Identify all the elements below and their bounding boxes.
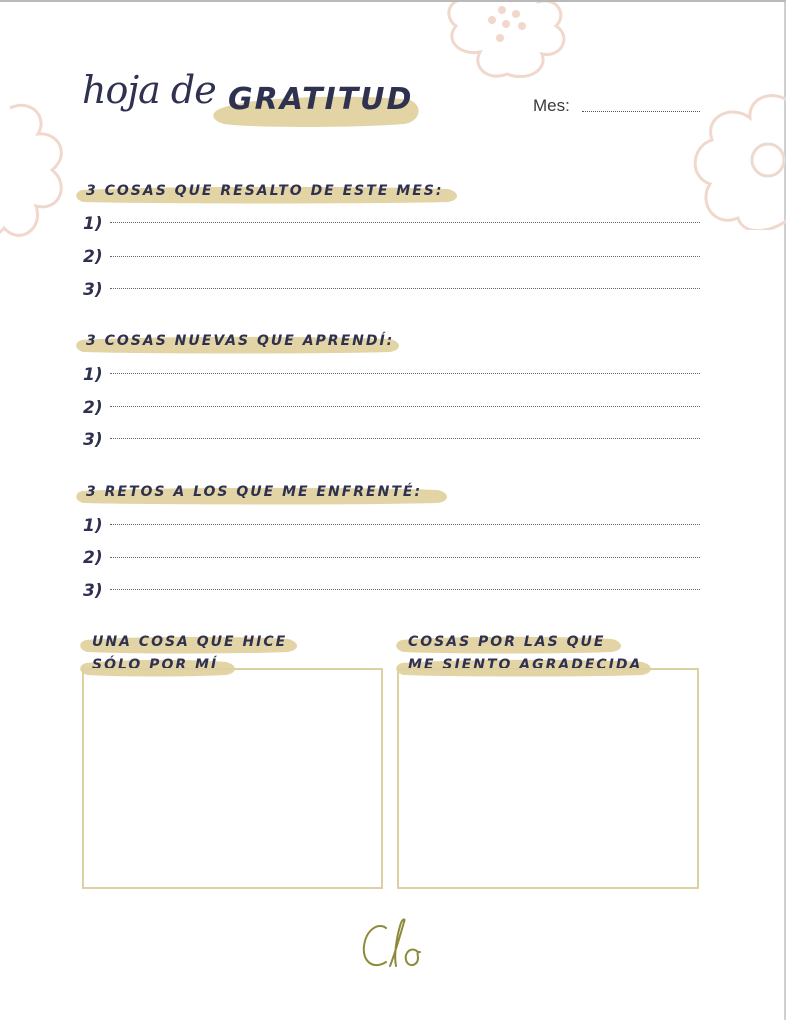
section-3-line-3[interactable] [110, 589, 700, 590]
box-1-writing-area[interactable] [82, 668, 383, 889]
section-2-line-2[interactable] [110, 406, 700, 407]
box-2-writing-area[interactable] [397, 668, 699, 889]
page-title-highlight [212, 82, 420, 126]
section-3-line-1[interactable] [110, 524, 700, 525]
flower-top-icon [432, 0, 582, 82]
section-2-line-1-number: 1) [83, 365, 103, 385]
section-2-title: 3 COSAS NUEVAS QUE APRENDÍ: [86, 333, 395, 349]
section-1-line-2-number: 2) [83, 247, 103, 267]
section-3-line-1-number: 1) [83, 516, 103, 536]
section-1-line-2[interactable] [110, 256, 700, 257]
month-field[interactable] [582, 111, 700, 112]
section-3-line-2-number: 2) [83, 548, 103, 568]
page-title: GRATITUD [228, 82, 414, 117]
section-1-line-1[interactable] [110, 222, 700, 223]
signature-logo [360, 916, 424, 976]
box-2-title-line-2: ME SIENTO AGRADECIDA [408, 657, 643, 673]
section-2-line-3[interactable] [110, 438, 700, 439]
section-1-title: 3 COSAS QUE RESALTO DE ESTE MES: [86, 183, 444, 199]
section-3-line-2[interactable] [110, 557, 700, 558]
month-label: Mes: [533, 96, 570, 115]
section-1-line-3-number: 3) [83, 280, 103, 300]
box-2-title-line-1: COSAS POR LAS QUE [408, 634, 606, 650]
section-3-line-3-number: 3) [83, 581, 103, 601]
flower-left-icon [0, 100, 70, 250]
section-1-line-1-number: 1) [83, 214, 103, 234]
page-title-script: hoja de [82, 68, 216, 112]
section-1-line-3[interactable] [110, 288, 700, 289]
section-3-title: 3 RETOS A LOS QUE ME ENFRENTÉ: [86, 484, 423, 500]
box-1-title-line-2: SÓLO POR MÍ [92, 657, 219, 673]
flower-right-icon [692, 90, 786, 230]
section-2-line-3-number: 3) [83, 430, 103, 450]
box-1-title-line-1: UNA COSA QUE HICE [92, 634, 288, 650]
section-2-line-2-number: 2) [83, 398, 103, 418]
section-2-line-1[interactable] [110, 373, 700, 374]
